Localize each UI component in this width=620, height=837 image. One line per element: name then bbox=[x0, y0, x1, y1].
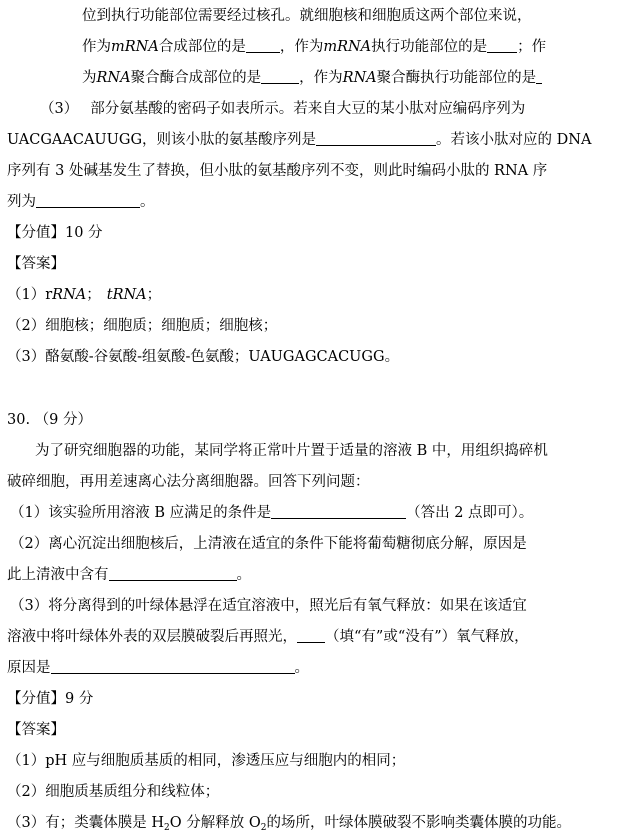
answer-blank bbox=[246, 38, 280, 53]
q30-answer-2: （2）细胞质基质组分和线粒体； bbox=[7, 784, 220, 800]
q30-answer-1: （1）pH 应与细胞质基质的相同，渗透压应与细胞内的相同； bbox=[7, 753, 406, 769]
q29-part3-line1: （3） 部分氨基酸的密码子如表所示。若来自大豆的某小肽对应编码序列为 bbox=[40, 101, 526, 117]
answer-blank bbox=[109, 566, 237, 581]
q29-answer-1: （1）rRNA； tRNA； bbox=[7, 287, 162, 303]
q30-score: 【分值】9 分 bbox=[7, 691, 94, 707]
q29-part2-line2: 作为mRNA合成部位的是 ，作为mRNA执行功能部位的是 ；作 bbox=[82, 39, 547, 55]
q30-part2-line2: 此上清液中含有 。 bbox=[7, 567, 251, 583]
q30-part3-line1: （3）将分离得到的叶绿体悬浮在适宜溶液中，照光后有氧气释放：如果在该适宜 bbox=[10, 598, 527, 614]
q29-answer-3: （3）酪氨酸-谷氨酸-组氨酸-色氨酸；UAUGAGCACUGG。 bbox=[7, 349, 400, 365]
q30-header: 30. （9 分） bbox=[7, 412, 93, 428]
answer-blank bbox=[487, 38, 517, 53]
q30-part3-line2: 溶液中将叶绿体外表的双层膜破裂后再照光， （填“有”或“没有”）氧气释放， bbox=[7, 629, 529, 645]
q30-intro-line2: 破碎细胞，再用差速离心法分离细胞器。回答下列问题： bbox=[7, 474, 370, 490]
q29-part2-line1: 位到执行功能部位需要经过核孔。就细胞核和细胞质这两个部位来说， bbox=[82, 8, 532, 24]
answer-blank bbox=[536, 69, 542, 84]
q29-part3-line3: 序列有 3 处碱基发生了替换，但小肽的氨基酸序列不变，则此时编码小肽的 RNA 序 bbox=[7, 163, 548, 179]
q30-answer-3: （3）有；类囊体膜是 $H_2O$ 分解释放 $O_2$的场所，叶绿体膜破裂不影响类囊体膜的功能。 bbox=[7, 815, 571, 833]
q29-answer-2: （2）细胞核；细胞质；细胞质；细胞核； bbox=[7, 318, 278, 334]
q29-part3-line2: UACGAACAUUGG，则该小肽的氨基酸序列是 。若该小肽对应的 DNA bbox=[7, 132, 592, 148]
answer-blank bbox=[316, 131, 436, 146]
answer-blank bbox=[261, 69, 299, 84]
q29-part2-line3: 为RNA聚合酶合成部位的是 ，作为RNA聚合酶执行功能部位的是 bbox=[82, 68, 542, 88]
q29-score: 【分值】10 分 bbox=[7, 225, 103, 241]
q30-part3-line3: 原因是 。 bbox=[7, 660, 309, 676]
answer-blank bbox=[271, 504, 406, 519]
q30-intro-line1: 为了研究细胞器的功能，某同学将正常叶片置于适量的溶液 B 中，用组织捣碎机 bbox=[35, 443, 548, 459]
q29-answer-header: 【答案】 bbox=[7, 256, 65, 272]
answer-blank bbox=[36, 193, 140, 208]
q30-part1: （1）该实验所用溶液 B 应满足的条件是 （答出 2 点即可）。 bbox=[10, 505, 534, 521]
q30-answer-header: 【答案】 bbox=[7, 722, 65, 738]
q30-part2-line1: （2）离心沉淀出细胞核后，上清液在适宜的条件下能将葡萄糖彻底分解，原因是 bbox=[10, 536, 527, 552]
q29-part3-line4: 列为 。 bbox=[7, 194, 155, 210]
answer-blank bbox=[297, 628, 325, 643]
answer-blank bbox=[51, 659, 295, 674]
